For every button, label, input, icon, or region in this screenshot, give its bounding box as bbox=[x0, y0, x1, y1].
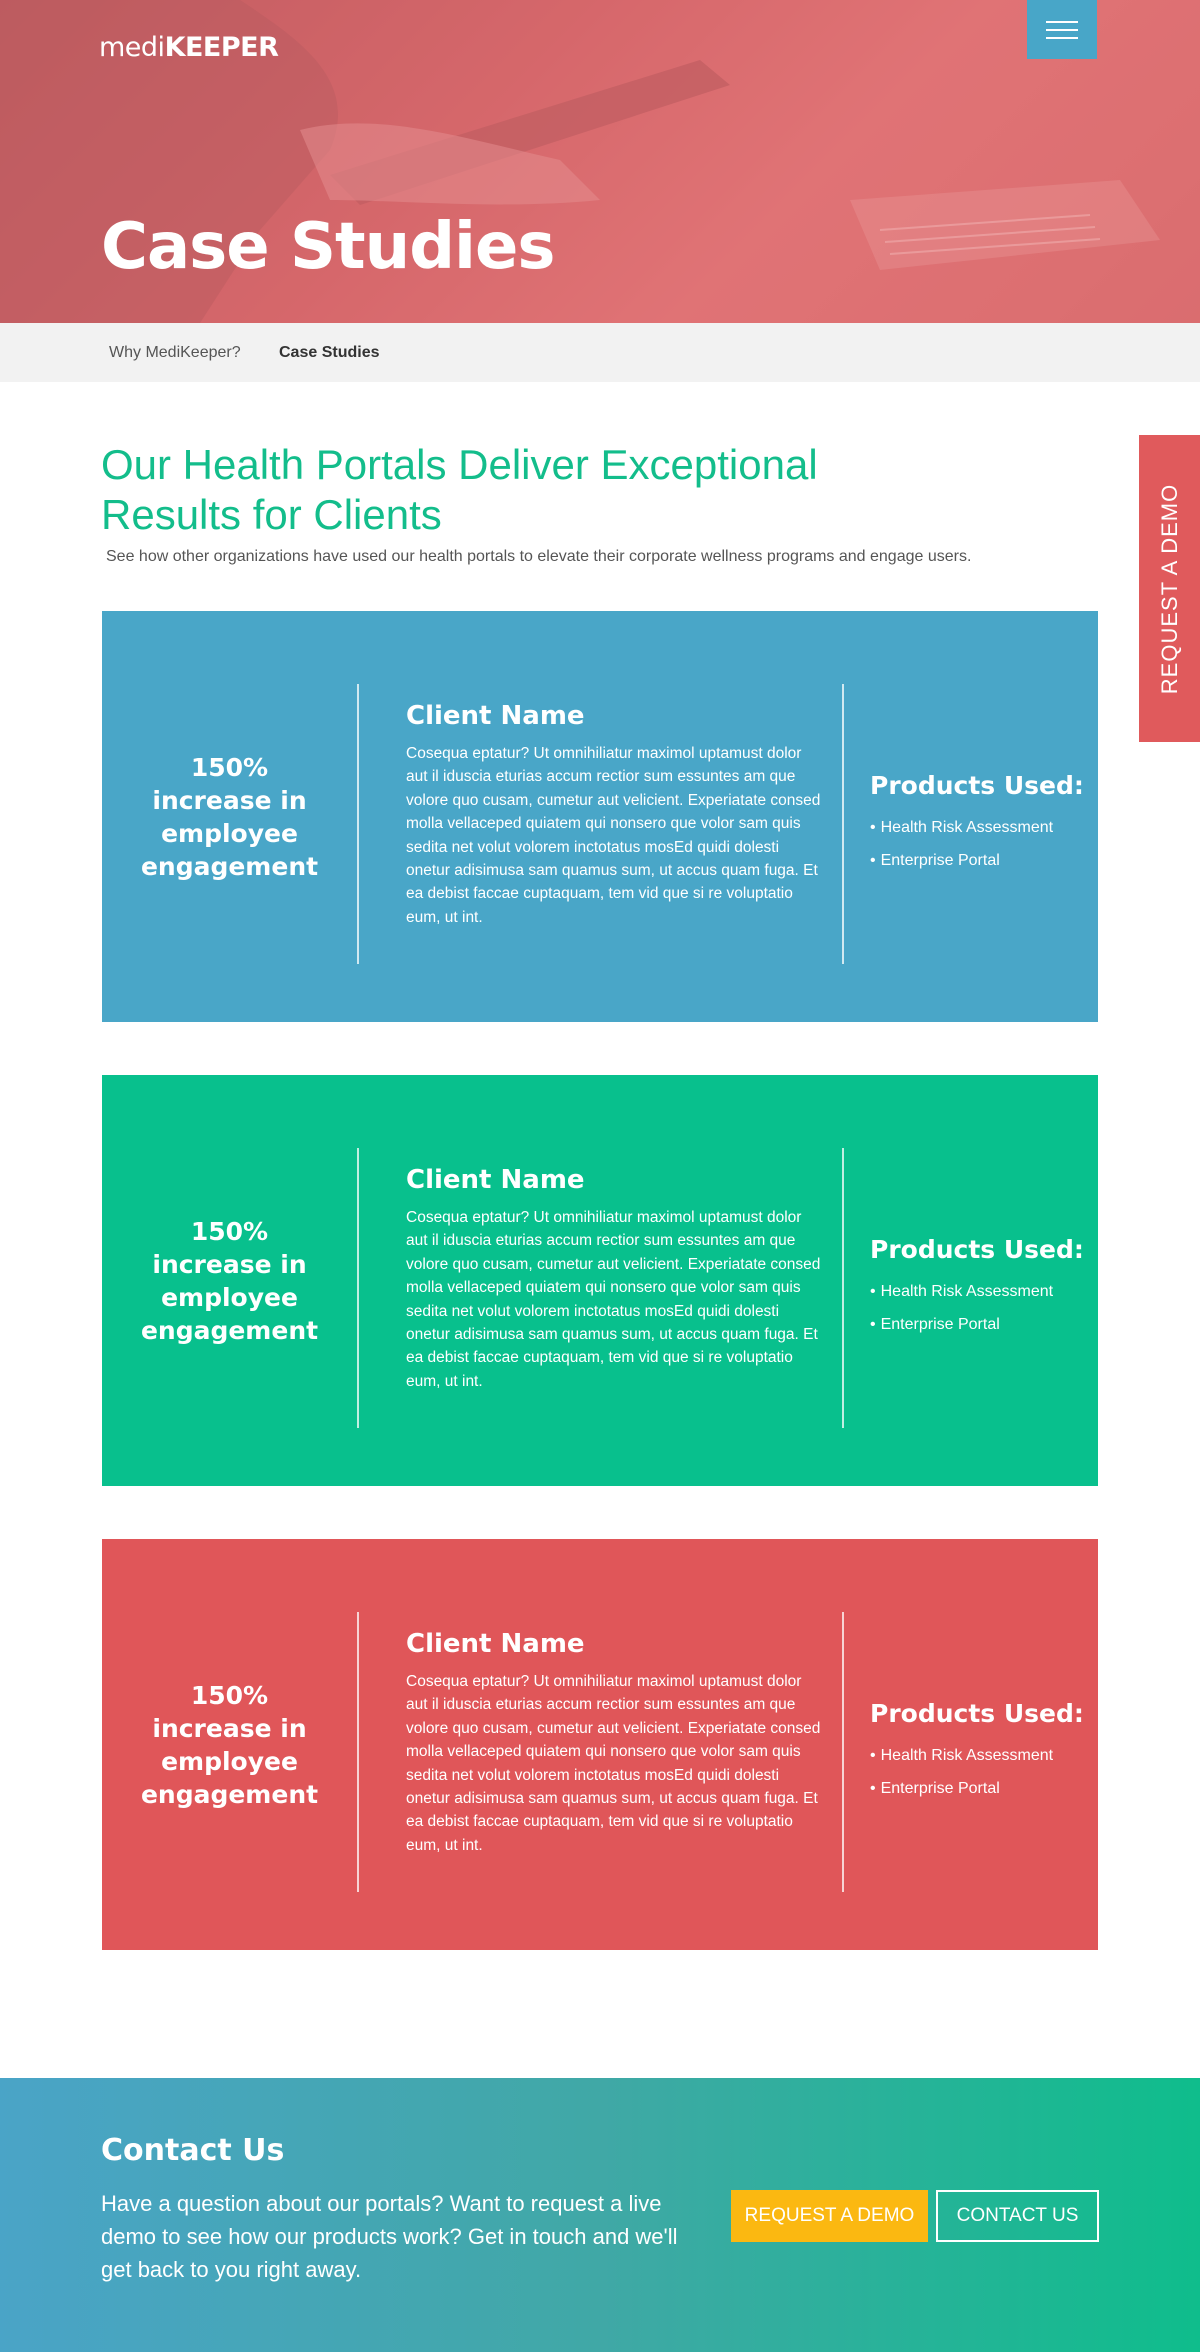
product-item: • Enterprise Portal bbox=[870, 844, 1053, 877]
menu-bar bbox=[1046, 29, 1078, 31]
products-list bbox=[870, 811, 1053, 877]
products-list bbox=[870, 1739, 1053, 1805]
contact-text: Have a question about our portals? Want to request a live demo to see how our products work? Get in touch and we'll get back to you right away. bbox=[101, 2191, 678, 2282]
breadcrumb-item-why-medikeeper[interactable]: Why MediKeeper? bbox=[109, 344, 241, 361]
product-item: • Enterprise Portal bbox=[870, 1308, 1053, 1341]
hero-banner bbox=[0, 0, 1200, 323]
divider bbox=[357, 1148, 359, 1428]
case-study-card bbox=[102, 611, 1098, 1022]
client-name: Client Name bbox=[406, 1165, 585, 1195]
divider bbox=[842, 1148, 844, 1428]
client-description: Cosequa eptatur? Ut omnihiliatur maximol uptamust dolor aut il iduscia eturias accum rectior sum essuntes am que volore quo cusam, cumetur aut velicient. Experiatate consed molla vellaceped quiatem qui nonsero que volor sam quis sedita net volut volorem inctotatus mosEd quidi dolesti onetur adisimusa sam quamus sum, ut accus quam fuga. Et ea debist faccae cuptaquam, tem vid que si re voluptatio eum, ut int. bbox=[406, 1209, 821, 1390]
case-study-stat: 150% increase in employee engagement bbox=[140, 752, 319, 881]
client-description: Cosequa eptatur? Ut omnihiliatur maximol uptamust dolor aut il iduscia eturias accum rectior sum essuntes am que volore quo cusam, cumetur aut velicient. Experiatate consed molla vellaceped quiatem qui nonsero que volor sam quis sedita net volut volorem inctotatus mosEd quidi dolesti onetur adisimusa sam quamus sum, ut accus quam fuga. Et ea debist faccae cuptaquam, tem vid que si re voluptatio eum, ut int. bbox=[406, 1673, 821, 1854]
request-demo-button[interactable]: REQUEST A DEMO bbox=[731, 2190, 928, 2242]
divider bbox=[357, 684, 359, 964]
menu-bar bbox=[1046, 37, 1078, 39]
hamburger-menu-icon[interactable] bbox=[1027, 0, 1097, 59]
case-study-stat: 150% increase in employee engagement bbox=[140, 1680, 319, 1809]
breadcrumb-item-case-studies[interactable]: Case Studies bbox=[279, 344, 380, 361]
products-used-heading: Products Used: bbox=[870, 1699, 1084, 1728]
products-used-heading: Products Used: bbox=[870, 771, 1084, 800]
product-item: • Enterprise Portal bbox=[870, 1772, 1053, 1805]
intro-subtitle: See how other organizations have used our health portals to elevate their corporate wellness programs and engage users. bbox=[106, 548, 972, 565]
logo-text-medi: medi bbox=[99, 32, 165, 63]
breadcrumb bbox=[0, 323, 1200, 382]
request-demo-side-tab-label: REQUEST A DEMO bbox=[1156, 483, 1182, 694]
products-list bbox=[870, 1275, 1053, 1341]
menu-bar bbox=[1046, 21, 1078, 23]
case-study-card bbox=[102, 1539, 1098, 1950]
contact-section bbox=[0, 2078, 1200, 2352]
divider bbox=[842, 1612, 844, 1892]
request-demo-side-tab[interactable] bbox=[1139, 435, 1200, 742]
page-title: Case Studies bbox=[101, 210, 555, 284]
client-description: Cosequa eptatur? Ut omnihiliatur maximol uptamust dolor aut il iduscia eturias accum rectior sum essuntes am que volore quo cusam, cumetur aut velicient. Experiatate consed molla vellaceped quiatem qui nonsero que volor sam quis sedita net volut volorem inctotatus mosEd quidi dolesti onetur adisimusa sam quamus sum, ut accus quam fuga. Et ea debist faccae cuptaquam, tem vid que si re voluptatio eum, ut int. bbox=[406, 745, 821, 926]
product-item: • Health Risk Assessment bbox=[870, 811, 1053, 844]
divider bbox=[357, 1612, 359, 1892]
intro-heading: Our Health Portals Deliver Exceptional Results for Clients bbox=[101, 441, 818, 538]
divider bbox=[842, 684, 844, 964]
case-study-card bbox=[102, 1075, 1098, 1486]
client-name: Client Name bbox=[406, 701, 585, 731]
medikeeper-logo[interactable] bbox=[99, 32, 278, 63]
case-study-stat: 150% increase in employee engagement bbox=[140, 1216, 319, 1345]
contact-us-button[interactable]: CONTACT US bbox=[936, 2190, 1099, 2242]
product-item: • Health Risk Assessment bbox=[870, 1739, 1053, 1772]
products-used-heading: Products Used: bbox=[870, 1235, 1084, 1264]
client-name: Client Name bbox=[406, 1629, 585, 1659]
logo-text-keeper: KEEPER bbox=[164, 32, 279, 63]
contact-heading: Contact Us bbox=[101, 2133, 285, 2168]
product-item: • Health Risk Assessment bbox=[870, 1275, 1053, 1308]
